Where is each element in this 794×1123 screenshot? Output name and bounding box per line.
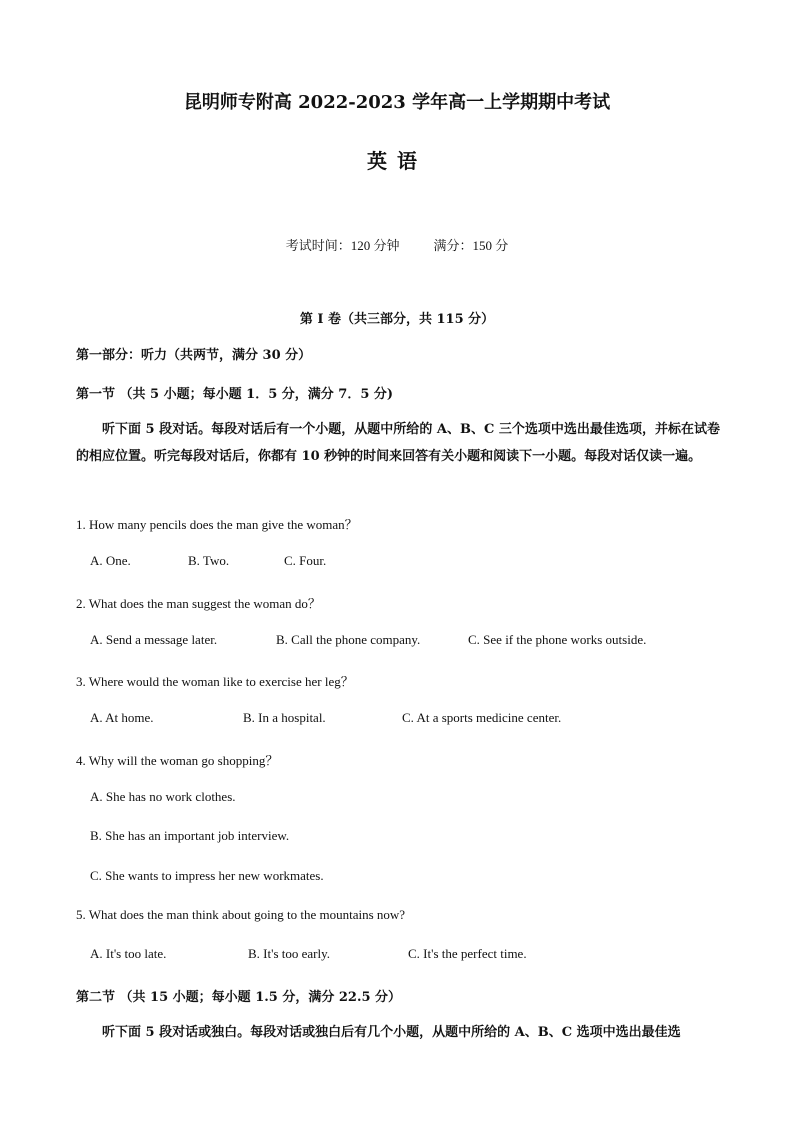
q4-option-b: B. She has an important job interview. — [90, 828, 290, 843]
part1-heading: 第一部分：听力（共两节，满分 30 分） — [76, 348, 312, 363]
q2-option-a: A. Send a message later. — [90, 632, 218, 647]
question-4: 4. Why will the woman go shopping？ — [76, 753, 279, 768]
question-5: 5. What does the man think about going to the mountains now? — [76, 907, 406, 922]
exam-title: 昆明师专附高 2022-2023 学年高一上学期期中考试 — [183, 92, 611, 113]
q4-option-c: C. She wants to impress her new workmates. — [90, 868, 324, 883]
q1-option-a: A. One. — [90, 553, 131, 568]
q3-option-a: A. At home. — [90, 710, 154, 725]
q3-option-b: B. In a hospital. — [243, 710, 326, 725]
q2-option-b: B. Call the phone company. — [276, 632, 421, 647]
section1-heading: 第一节 （共 5 小题；每小题 1．5 分，满分 7．5 分) — [76, 387, 394, 402]
full-score: 满分：150 分 — [433, 238, 509, 253]
q4-option-a: A. She has no work clothes. — [90, 789, 236, 804]
volume-title: 第 I 卷（共三部分，共 115 分） — [299, 312, 495, 327]
subject-title: 英语 — [367, 149, 427, 173]
exam-time: 考试时间：120 分钟 — [285, 238, 400, 253]
q5-option-b: B. It's too early. — [248, 946, 331, 961]
exam-info — [0, 235, 794, 254]
section2-heading: 第二节 （共 15 小题；每小题 1.5 分，满分 22.5 分） — [76, 990, 402, 1005]
question-1: 1. How many pencils does the man give the woman？ — [76, 517, 358, 532]
section1-instruction: 听下面 5 段对话。每段对话后有一个小题，从题中所给的 A、B、C 三个选项中选出最佳选项，并标在试卷的相应位置。听完每段对话后，你都有 10 秒钟的时间来回答有关小题和阅读下一小题。每段对话仅读一遍。 — [76, 422, 720, 464]
q5-option-c: C. It's the perfect time. — [408, 946, 527, 961]
q5-option-a: A. It's too late. — [90, 946, 167, 961]
q2-option-c: C. See if the phone works outside. — [468, 632, 647, 647]
q3-option-c: C. At a sports medicine center. — [402, 710, 562, 725]
q1-option-b: B. Two. — [188, 553, 230, 568]
question-3: 3. Where would the woman like to exercise her leg？ — [76, 674, 354, 689]
question-2: 2. What does the man suggest the woman do？ — [76, 596, 321, 611]
q1-option-c: C. Four. — [284, 553, 327, 568]
section2-instruction: 听下面 5 段对话或独白。每段对话或独白后有几个小题，从题中所给的 A、B、C 选项中选出最佳选 — [102, 1025, 681, 1040]
